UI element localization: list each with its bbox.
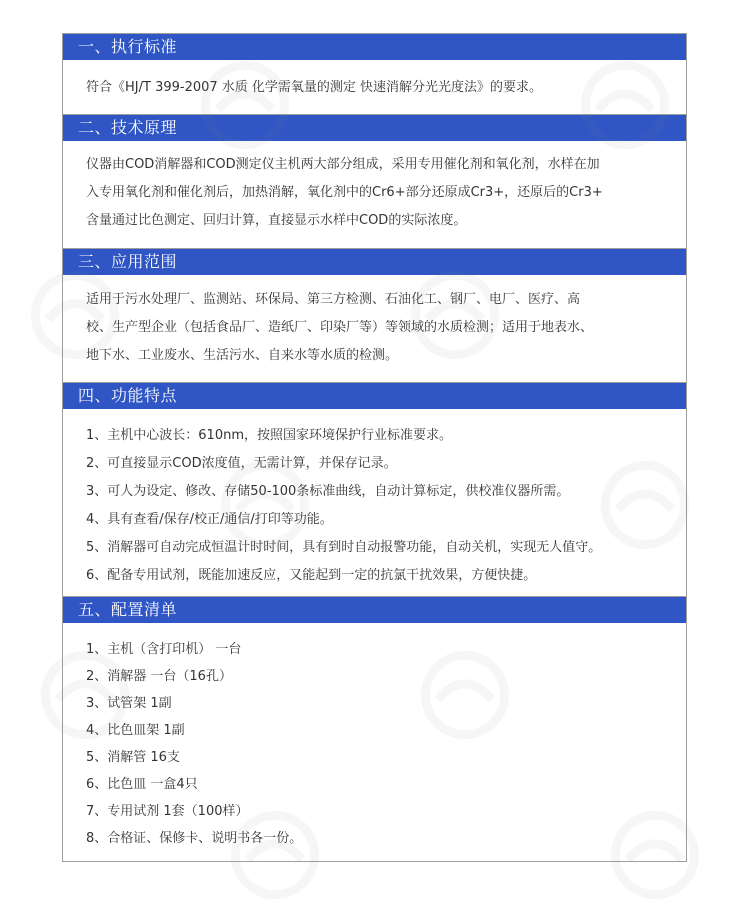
feature-list-item: 4、具有查看/保存/校正/通信/打印等功能。 [86, 512, 333, 527]
feature-list-item: 1、主机中心波长：610nm，按照国家环境保护行业标准要求。 [86, 428, 452, 443]
section-text-line: 校、生产型企业（包括食品厂、造纸厂、印染厂等）等领域的水质检测；适用于地表水、 [86, 320, 594, 335]
section-header-principle: 二、技术原理 [63, 115, 686, 141]
section-text-line: 地下水、工业废水、生活污水、自来水等水质的检测。 [86, 348, 399, 363]
config-list-item: 6、比色皿 一盒4只 [86, 777, 198, 792]
config-list-item: 4、比色皿架 1副 [86, 723, 185, 738]
section-header-application: 三、应用范围 [63, 249, 686, 275]
section-text-line: 入专用氧化剂和催化剂后，加热消解，氧化剂中的Cr6+部分还原成Cr3+，还原后的Cr3+ [86, 185, 603, 200]
feature-list-item: 2、可直接显示COD浓度值，无需计算，并保存记录。 [86, 456, 397, 471]
section-text-line: 仪器由COD消解器和COD测定仪主机两大部分组成，采用专用催化剂和氧化剂，水样在加 [86, 157, 600, 172]
feature-list-item: 6、配备专用试剂，既能加速反应，又能起到一定的抗氯干扰效果，方便快捷。 [86, 568, 537, 583]
config-list-item: 2、消解器 一台（16孔） [86, 669, 232, 684]
config-list-item: 5、消解管 16支 [86, 750, 180, 765]
section-header-features: 四、功能特点 [63, 383, 686, 409]
feature-list-item: 3、可人为设定、修改、存储50-100条标准曲线，自动计算标定，供校准仪器所需。 [86, 484, 570, 499]
spec-document [62, 33, 687, 862]
section-text-line: 符合《HJ/T 399-2007 水质 化学需氧量的测定 快速消解分光光度法》的要求。 [86, 80, 543, 95]
section-text-line: 含量通过比色测定、回归计算，直接显示水样中COD的实际浓度。 [86, 213, 467, 228]
section-header-standard: 一、执行标准 [63, 34, 686, 60]
config-list-item: 3、试管架 1副 [86, 696, 172, 711]
config-list-item: 1、主机（含打印机） 一台 [86, 642, 242, 657]
section-text-line: 适用于污水处理厂、监测站、环保局、第三方检测、石油化工、钢厂、电厂、医疗、高 [86, 292, 581, 307]
section-header-configuration: 五、配置清单 [63, 597, 686, 623]
config-list-item: 8、合格证、保修卡、说明书各一份。 [86, 831, 303, 846]
feature-list-item: 5、消解器可自动完成恒温计时时间，具有到时自动报警功能，自动关机，实现无人值守。 [86, 540, 602, 555]
config-list-item: 7、专用试剂 1套（100样） [86, 804, 249, 819]
